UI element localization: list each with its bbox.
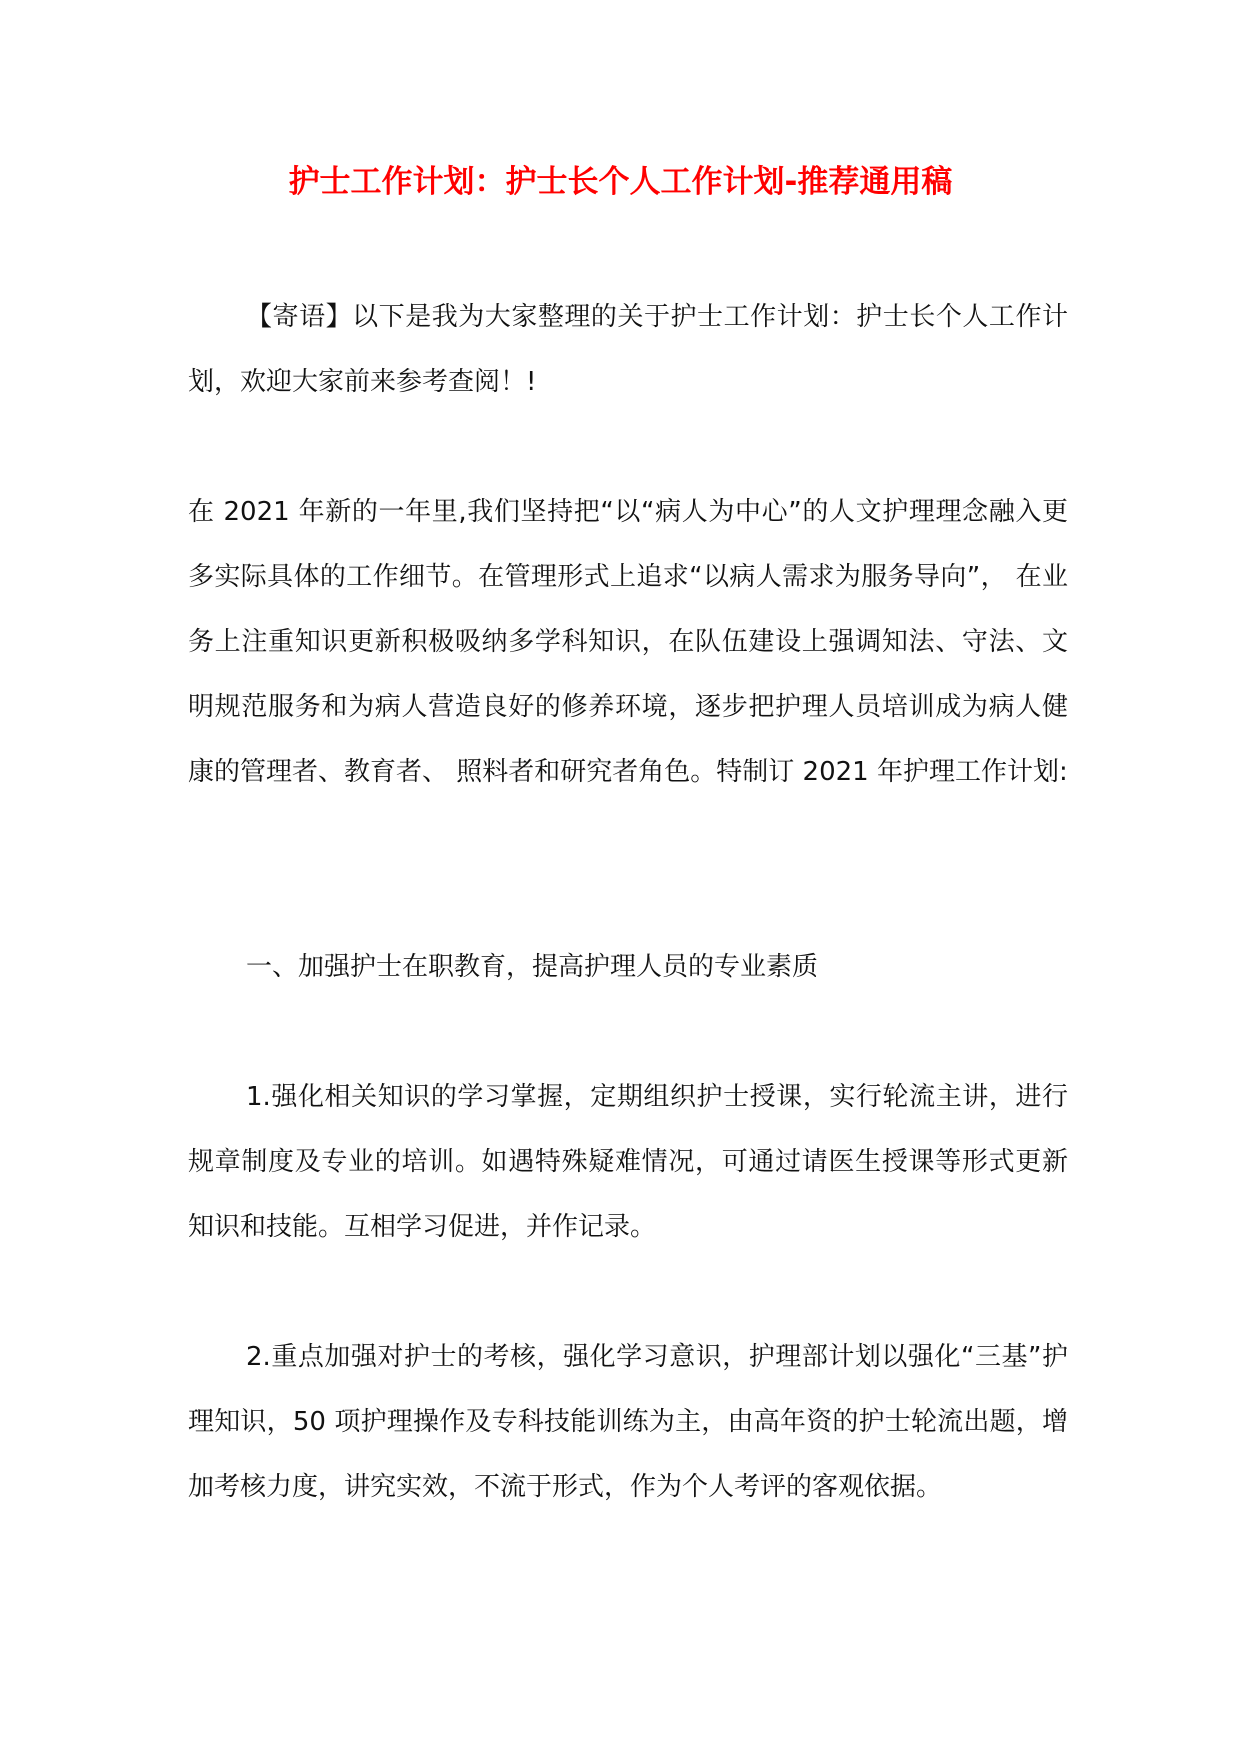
body-paragraph: 1.强化相关知识的学习掌握，定期组织护士授课，实行轮流主讲，进行规章制度及专业的培训。如遇特殊疑难情况，可通过请医生授课等形式更新知识和技能。互相学习促进，并作记录。	[188, 1082, 1068, 1242]
body-paragraph: 在 2021 年新的一年里,我们坚持把“以“病人为中心”的人文护理理念融入更多实际具体的工作细节。在管理形式上追求“以病人需求为服务导向”， 在业务上注重知识更新积极吸纳多学科知识，在队伍建设上强调知法、守法、文明规范服务和为病人营造良好的修养环境，逐步把护理人员培训成为病人健康的管理者、教育者、 照料者和研究者角色。特制订 2021 年护理工作计划:	[188, 497, 1068, 787]
body-paragraph: 2.重点加强对护士的考核，强化学习意识，护理部计划以强化“三基”护理知识，50 项护理操作及专科技能训练为主，由高年资的护士轮流出题，增加考核力度，讲究实效，不流于形式，作为个人考评的客观依据。	[188, 1342, 1068, 1502]
section-heading: 一、加强护士在职教育，提高护理人员的专业素质	[246, 952, 819, 982]
document-title: 护士工作计划：护士长个人工作计划-推荐通用稿	[288, 164, 953, 200]
intro-paragraph: 【寄语】以下是我为大家整理的关于护士工作计划：护士长个人工作计划，欢迎大家前来参考查阅！!	[188, 302, 1068, 397]
